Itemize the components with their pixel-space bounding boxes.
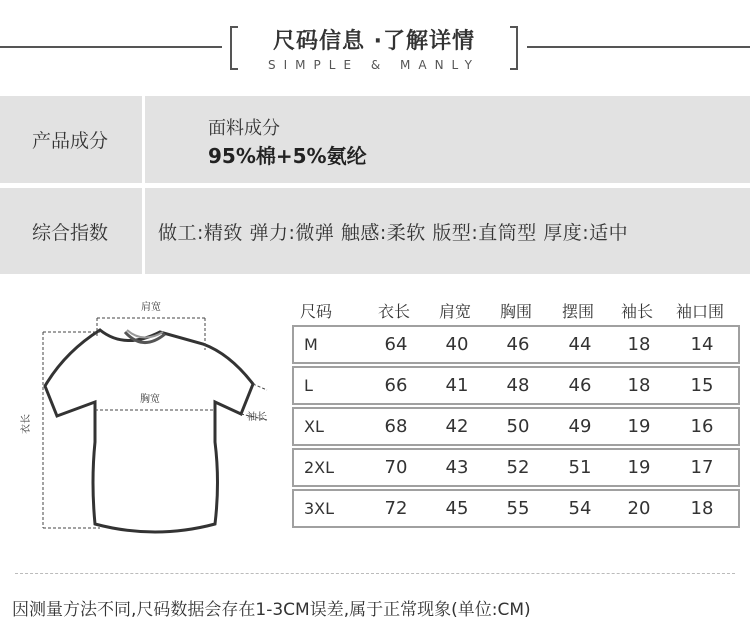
table-cell: 18 (627, 334, 651, 355)
table-cell: 19 (627, 457, 651, 478)
header-bracket-right (510, 26, 518, 70)
table-cell: 70 (384, 457, 408, 478)
sleeve-label: 袖长 (247, 412, 267, 423)
header-bracket-left (230, 26, 238, 70)
table-cell: 19 (627, 416, 651, 437)
table-cell: 68 (384, 416, 408, 437)
length-label: 衣长 (21, 414, 32, 434)
header-length: 衣长 (377, 302, 410, 321)
table-cell: 54 (568, 498, 592, 519)
table-row (292, 325, 740, 364)
product-composition-label: 产品成分 (31, 130, 108, 152)
measurement-note: 因测量方法不同,尺码数据会存在1-3CM误差,属于正常现象(单位:CM) (12, 600, 531, 620)
specs-label: 综合指数 (31, 221, 108, 244)
table-cell: 52 (506, 457, 530, 478)
table-cell: 18 (627, 375, 651, 396)
size-cell: XL (304, 417, 324, 436)
table-cell: 72 (384, 498, 408, 519)
table-cell: 48 (506, 375, 530, 396)
row-divider (142, 188, 145, 274)
size-table-header (292, 297, 740, 323)
table-cell: 46 (568, 375, 592, 396)
size-table (292, 297, 740, 528)
product-composition-row (0, 96, 750, 183)
table-cell: 43 (445, 457, 469, 478)
header-chest: 胸围 (499, 302, 532, 321)
page-subtitle: SIMPLE & MANLY (268, 58, 480, 72)
table-cell: 41 (445, 375, 469, 396)
table-cell: 50 (506, 416, 530, 437)
row-divider (142, 96, 145, 183)
table-cell: 64 (384, 334, 408, 355)
table-cell: 51 (568, 457, 592, 478)
header-cuff: 袖口围 (675, 302, 724, 321)
header-line-right (527, 46, 750, 48)
header-sleeve: 袖长 (620, 302, 653, 321)
material-value: 95%棉+5%氨纶 (208, 144, 367, 168)
chest-label: 胸宽 (140, 394, 160, 405)
table-cell: 15 (690, 375, 714, 396)
material-label: 面料成分 (208, 118, 280, 139)
table-cell: 46 (506, 334, 530, 355)
shoulder-label: 肩宽 (141, 302, 161, 313)
table-cell: 40 (445, 334, 469, 355)
header-line-left (0, 46, 222, 48)
table-cell: 49 (568, 416, 592, 437)
header-shoulder: 肩宽 (438, 302, 471, 321)
size-cell: 3XL (304, 499, 335, 518)
tshirt-outline (45, 330, 253, 532)
size-cell: M (304, 335, 318, 354)
page-title: 尺码信息 ·了解详情 (272, 29, 476, 54)
size-cell: L (304, 376, 313, 395)
table-row (292, 448, 740, 487)
table-cell: 16 (690, 416, 714, 437)
table-cell: 66 (384, 375, 408, 396)
table-row (292, 407, 740, 446)
table-cell: 20 (627, 498, 651, 519)
table-cell: 18 (690, 498, 714, 519)
size-cell: 2XL (304, 458, 335, 477)
specs-text: 做工:精致 弹力:微弹 触感:柔软 版型:直筒型 厚度:适中 (158, 222, 629, 244)
table-cell: 14 (690, 334, 714, 355)
table-cell: 44 (568, 334, 592, 355)
table-cell: 45 (445, 498, 469, 519)
specs-row (0, 188, 750, 274)
table-row (292, 489, 740, 528)
table-cell: 55 (506, 498, 530, 519)
dashed-divider (15, 573, 735, 574)
table-cell: 17 (690, 457, 714, 478)
table-row (292, 366, 740, 405)
header-size: 尺码 (300, 302, 333, 321)
header-hem: 摆围 (561, 302, 594, 321)
tshirt-diagram (15, 292, 285, 542)
table-cell: 42 (445, 416, 469, 437)
